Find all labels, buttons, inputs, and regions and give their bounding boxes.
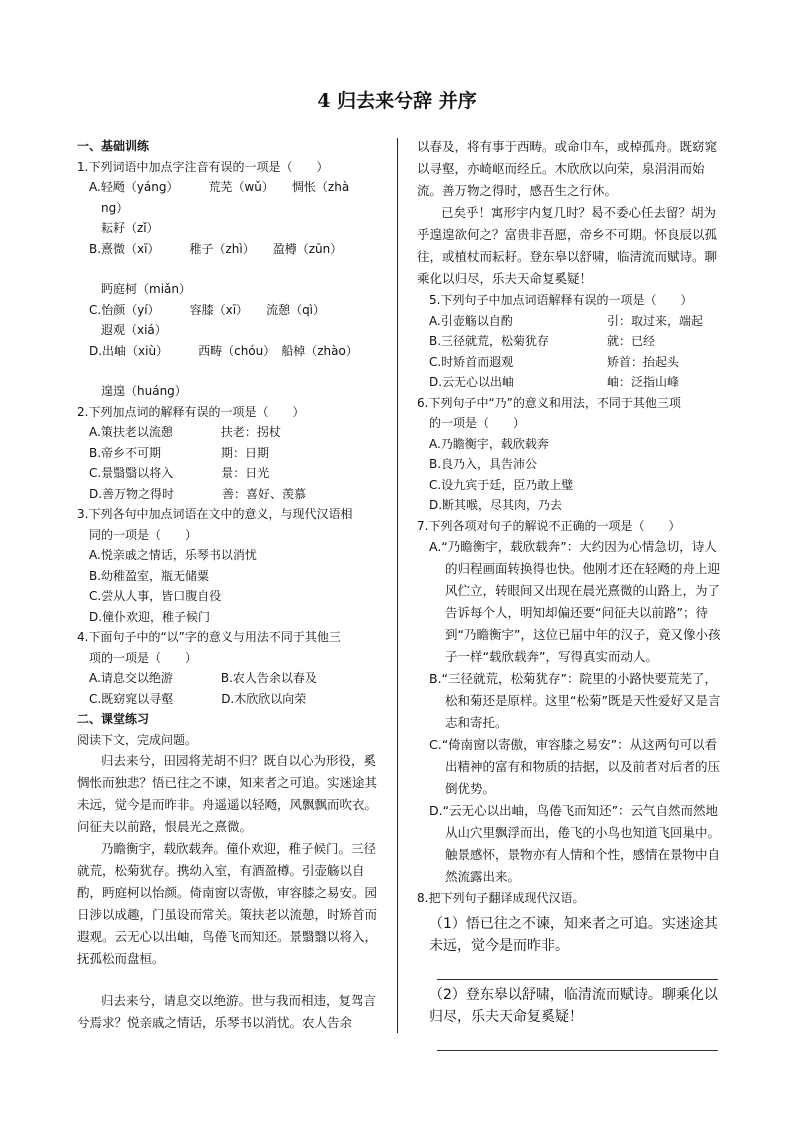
option-line: A.请息交以绝游 B.农人告余以春及: [89, 671, 317, 685]
option-line: 眄庭柯（miǎn）: [101, 282, 191, 296]
option-line: A.策扶老以流憩 扶老：拐杖: [89, 425, 281, 439]
option-line: C.尝从人事，皆口腹自役: [89, 589, 222, 603]
question-stem: 5.下列句子中加点词语解释有误的一项是（ ）: [417, 293, 693, 307]
option-line: C.景翳翳以将入 景：日光: [89, 466, 270, 480]
option-row: [417, 311, 722, 332]
option-line: C.怡颜（yí） 容膝（xī） 流憩（qì）: [89, 302, 326, 317]
option-line: A.乃瞻衡宇，载欣载奔: [429, 436, 549, 451]
option-line: B.熹微（xī） 稚子（zhì） 盈樽（zūn）: [89, 241, 343, 256]
option-line: 的一项是（ ）: [429, 416, 526, 430]
option-line: B.帝乡不可期 期：日期: [89, 445, 270, 460]
question-stem: 阅读下文，完成问题。: [77, 732, 198, 747]
option-row: [417, 372, 722, 393]
option-explanation: 引：取过来，端起: [607, 313, 704, 328]
question-stem: 4.下面句子中的“以”字的意义与用法不同于其他三: [77, 630, 341, 644]
question-stem: 7.下列各项对句子的解说不正确的一项是（ ）: [417, 518, 681, 533]
option-line: A.轻飏（yáng） 荒芜（wǔ） 惆怅（zhà: [89, 180, 350, 194]
spacer: [77, 970, 387, 990]
document-title: 4 归去来兮辞 并序: [317, 90, 477, 112]
section-heading: 一、基础训练: [77, 139, 150, 153]
spacer: [77, 361, 387, 381]
option-sentence: A.引壶觞以自酌: [429, 313, 513, 328]
option-line: D.断其喉，尽其肉，乃去: [429, 498, 563, 512]
analysis-option: C.“倚南窗以寄傲，审容膝之易安”：从这两句可以看出精神的富有和物质的拮据，以及前者对后者的压倒优势。: [429, 737, 721, 796]
option-line: 遑遑（huáng）: [101, 384, 187, 398]
translation-sentence: （1）悟已往之不谏，知来者之可追。实迷途其未远，觉今是而昨非。: [429, 915, 718, 954]
answer-line: [437, 1028, 718, 1051]
option-line: D.僮仆欢迎，稚子候门: [89, 609, 211, 624]
passage-paragraph: 归去来兮，请息交以绝游。世与我而相违，复驾言兮焉求？悦亲戚之情话，乐琴书以消忧。农人告余: [77, 993, 377, 1030]
option-line: D.出岫（xiù） 西畴（chóu） 船棹（zhào）: [89, 343, 358, 358]
option-line: 同的一项是（ ）: [89, 527, 198, 542]
option-sentence: B.三径就荒，松菊犹存: [429, 334, 550, 348]
question-stem: 2.下列加点词的解释有误的一项是（ ）: [77, 404, 305, 419]
right-column: [417, 136, 722, 1051]
option-explanation: 就：已经: [607, 334, 656, 348]
spacer: [77, 259, 387, 279]
option-row: [417, 352, 722, 373]
option-row: [417, 331, 722, 352]
passage-paragraph: 以春及，将有事于西畴。或命巾车，或棹孤舟。既窈窕以寻壑，亦崎岖而经丘。木欣欣以向荣，泉涓涓而始流。善万物之得时，感吾生之行休。: [417, 139, 718, 198]
left-column: [77, 136, 387, 1034]
option-line: C.既窈窕以寻壑 D.木欣欣以向荣: [89, 691, 307, 706]
option-sentence: C.时矫首而遐观: [429, 354, 514, 369]
analysis-option: A.“乃瞻衡宇，载欣载奔”：大约因为心情急切，诗人的归程画面转换得也快。他刚才还在轻飏的舟上迎风伫立，转眼间又出现在晨光熹微的山路上，为了告诉每个人，明知却偏还要“问征夫以前路”；待到“乃瞻衡宇”，这位已届中年的汉子，竟又像小孩子一样“载欣载奔”，写得真实而动人。: [429, 539, 721, 664]
answer-line: [437, 957, 718, 980]
section-heading: 二、课堂练习: [77, 712, 150, 726]
passage-paragraph: 乃瞻衡宇，载欣载奔。僮仆欢迎，稚子候门。三径就荒，松菊犹存。携幼入室，有酒盈樽。引壶觞以自酌，眄庭柯以怡颜。倚南窗以寄傲，审容膝之易安。园日涉以成趣，门虽设而常关。策扶老以流憩，时矫首而遐观。云无心以出岫，鸟倦飞而知还。景翳翳以将入，抚孤松而盘桓。: [77, 841, 378, 966]
option-sentence: D.云无心以出岫: [429, 375, 515, 389]
option-line: B.幼稚盈室，瓶无储粟: [89, 568, 210, 583]
option-explanation: 矫首：抬起头: [607, 354, 680, 369]
analysis-option: D.“云无心以出岫，鸟倦飞而知还”：云气自然而然地从山穴里飘浮而出，倦飞的小鸟也知道飞回巢中。触景感怀，景物亦有人情和个性，感情在景物中自然流露出来。: [429, 803, 721, 884]
analysis-option: B.“三径就荒，松菊犹存”：院里的小路快要荒芜了，松和菊还是原样。这里“松菊”既是天性爱好又是言志和寄托。: [429, 671, 721, 730]
question-stem: 8.把下列句子翻译成现代汉语。: [417, 891, 585, 905]
question-stem: 1.下列词语中加点字注音有误的一项是（ ）: [77, 159, 329, 174]
option-line: D.善万物之得时 善：喜好、羡慕: [89, 486, 307, 501]
passage-paragraph: 归去来兮，田园将芜胡不归？既自以心为形役，奚惆怅而独悲？悟已往之不谏，知来者之可追。实迷途其未远，觉今是而昨非。舟遥遥以轻飏，风飘飘而吹衣。问征夫以前路，恨晨光之熹微。: [77, 753, 378, 834]
option-explanation: 岫：泛指山峰: [607, 375, 680, 389]
translation-sentence: （2）登东皋以舒啸，临清流而赋诗。聊乘化以归尽，乐夫天命复奚疑！: [429, 986, 718, 1025]
passage-paragraph: 已矣乎！寓形宇内复几时？曷不委心任去留？胡为乎遑遑欲何之？富贵非吾愿，帝乡不可期。怀良辰以孤往，或植杖而耘耔。登东皋以舒啸，临清流而赋诗。聊乘化以归尽，乐夫天命复奚疑！: [417, 205, 718, 286]
option-line: A.悦亲戚之情话，乐琴书以消忧: [89, 548, 257, 562]
option-line: 项的一项是（ ）: [89, 650, 198, 665]
option-line: ng）: [101, 200, 129, 215]
column-divider: [397, 138, 398, 1033]
question-stem: 3.下列各句中加点词语在文中的意义，与现代汉语相: [77, 507, 353, 521]
option-line: 耘耔（zǐ）: [101, 221, 159, 235]
option-line: B.良乃入，具告沛公: [429, 457, 538, 471]
option-line: C.设九宾于廷，臣乃敢上璧: [429, 477, 574, 492]
option-line: 遐观（xiá）: [101, 323, 167, 337]
question-stem: 6.下列句子中“乃”的意义和用法，不同于其他三项: [417, 395, 681, 410]
